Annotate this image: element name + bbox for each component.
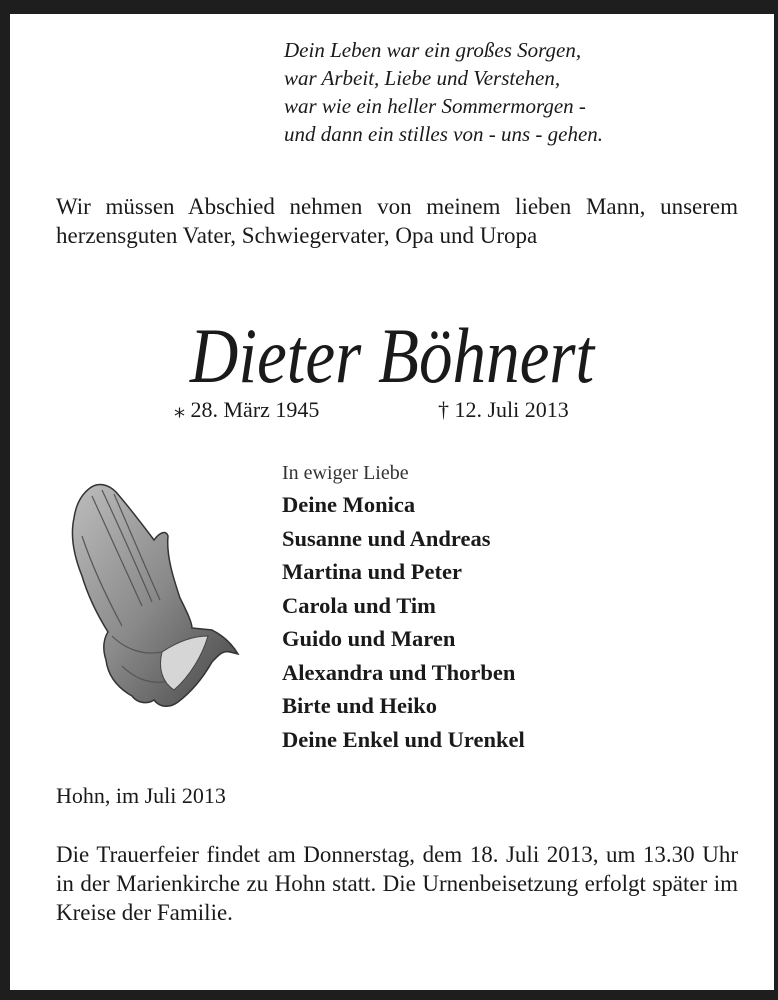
obituary-notice	[10, 14, 774, 990]
birth-date: ⁎ 28. März 1945	[174, 397, 320, 422]
mourner-name: Martina und Peter	[282, 559, 462, 584]
death-date: † 12. Juli 2013	[438, 397, 569, 422]
mourner-name: Carola und Tim	[282, 592, 436, 618]
poem-line: und dann ein stilles von - uns - gehen.	[284, 122, 604, 146]
mourners-list	[282, 458, 525, 756]
intro-text: Wir müssen Abschied nehmen von meinem lieben Mann, unserem herzensguten Vater, Schwiegervater, Opa und Uropa	[56, 194, 738, 248]
place-date: Hohn, im Juli 2013	[56, 783, 226, 808]
poem	[284, 36, 603, 148]
mourner-name: Deine Enkel und Urenkel	[282, 726, 525, 752]
service-info: Die Trauerfeier findet am Donnerstag, dem 18. Juli 2013, um 13.30 Uhr in der Marienkirche zu Hohn statt. Die Urnenbeisetzung erfolgt später im Kreise der Familie.	[56, 842, 738, 925]
mourner-name: Alexandra und Thorben	[282, 659, 516, 685]
poem-line: war Arbeit, Liebe und Verstehen,	[284, 66, 561, 90]
mourner-name: Birte und Heiko	[282, 693, 438, 718]
deceased-name: Dieter Böhnert	[189, 312, 595, 399]
poem-line: war wie ein heller Sommermorgen -	[284, 94, 586, 118]
mourner-name: Deine Monica	[282, 492, 416, 517]
praying-hands-icon	[62, 476, 242, 716]
mourners-lead: In ewiger Liebe	[282, 462, 409, 484]
mourner-name: Susanne und Andreas	[282, 525, 491, 551]
poem-line: Dein Leben war ein großes Sorgen,	[284, 38, 582, 62]
mourner-name: Guido und Maren	[282, 626, 456, 651]
